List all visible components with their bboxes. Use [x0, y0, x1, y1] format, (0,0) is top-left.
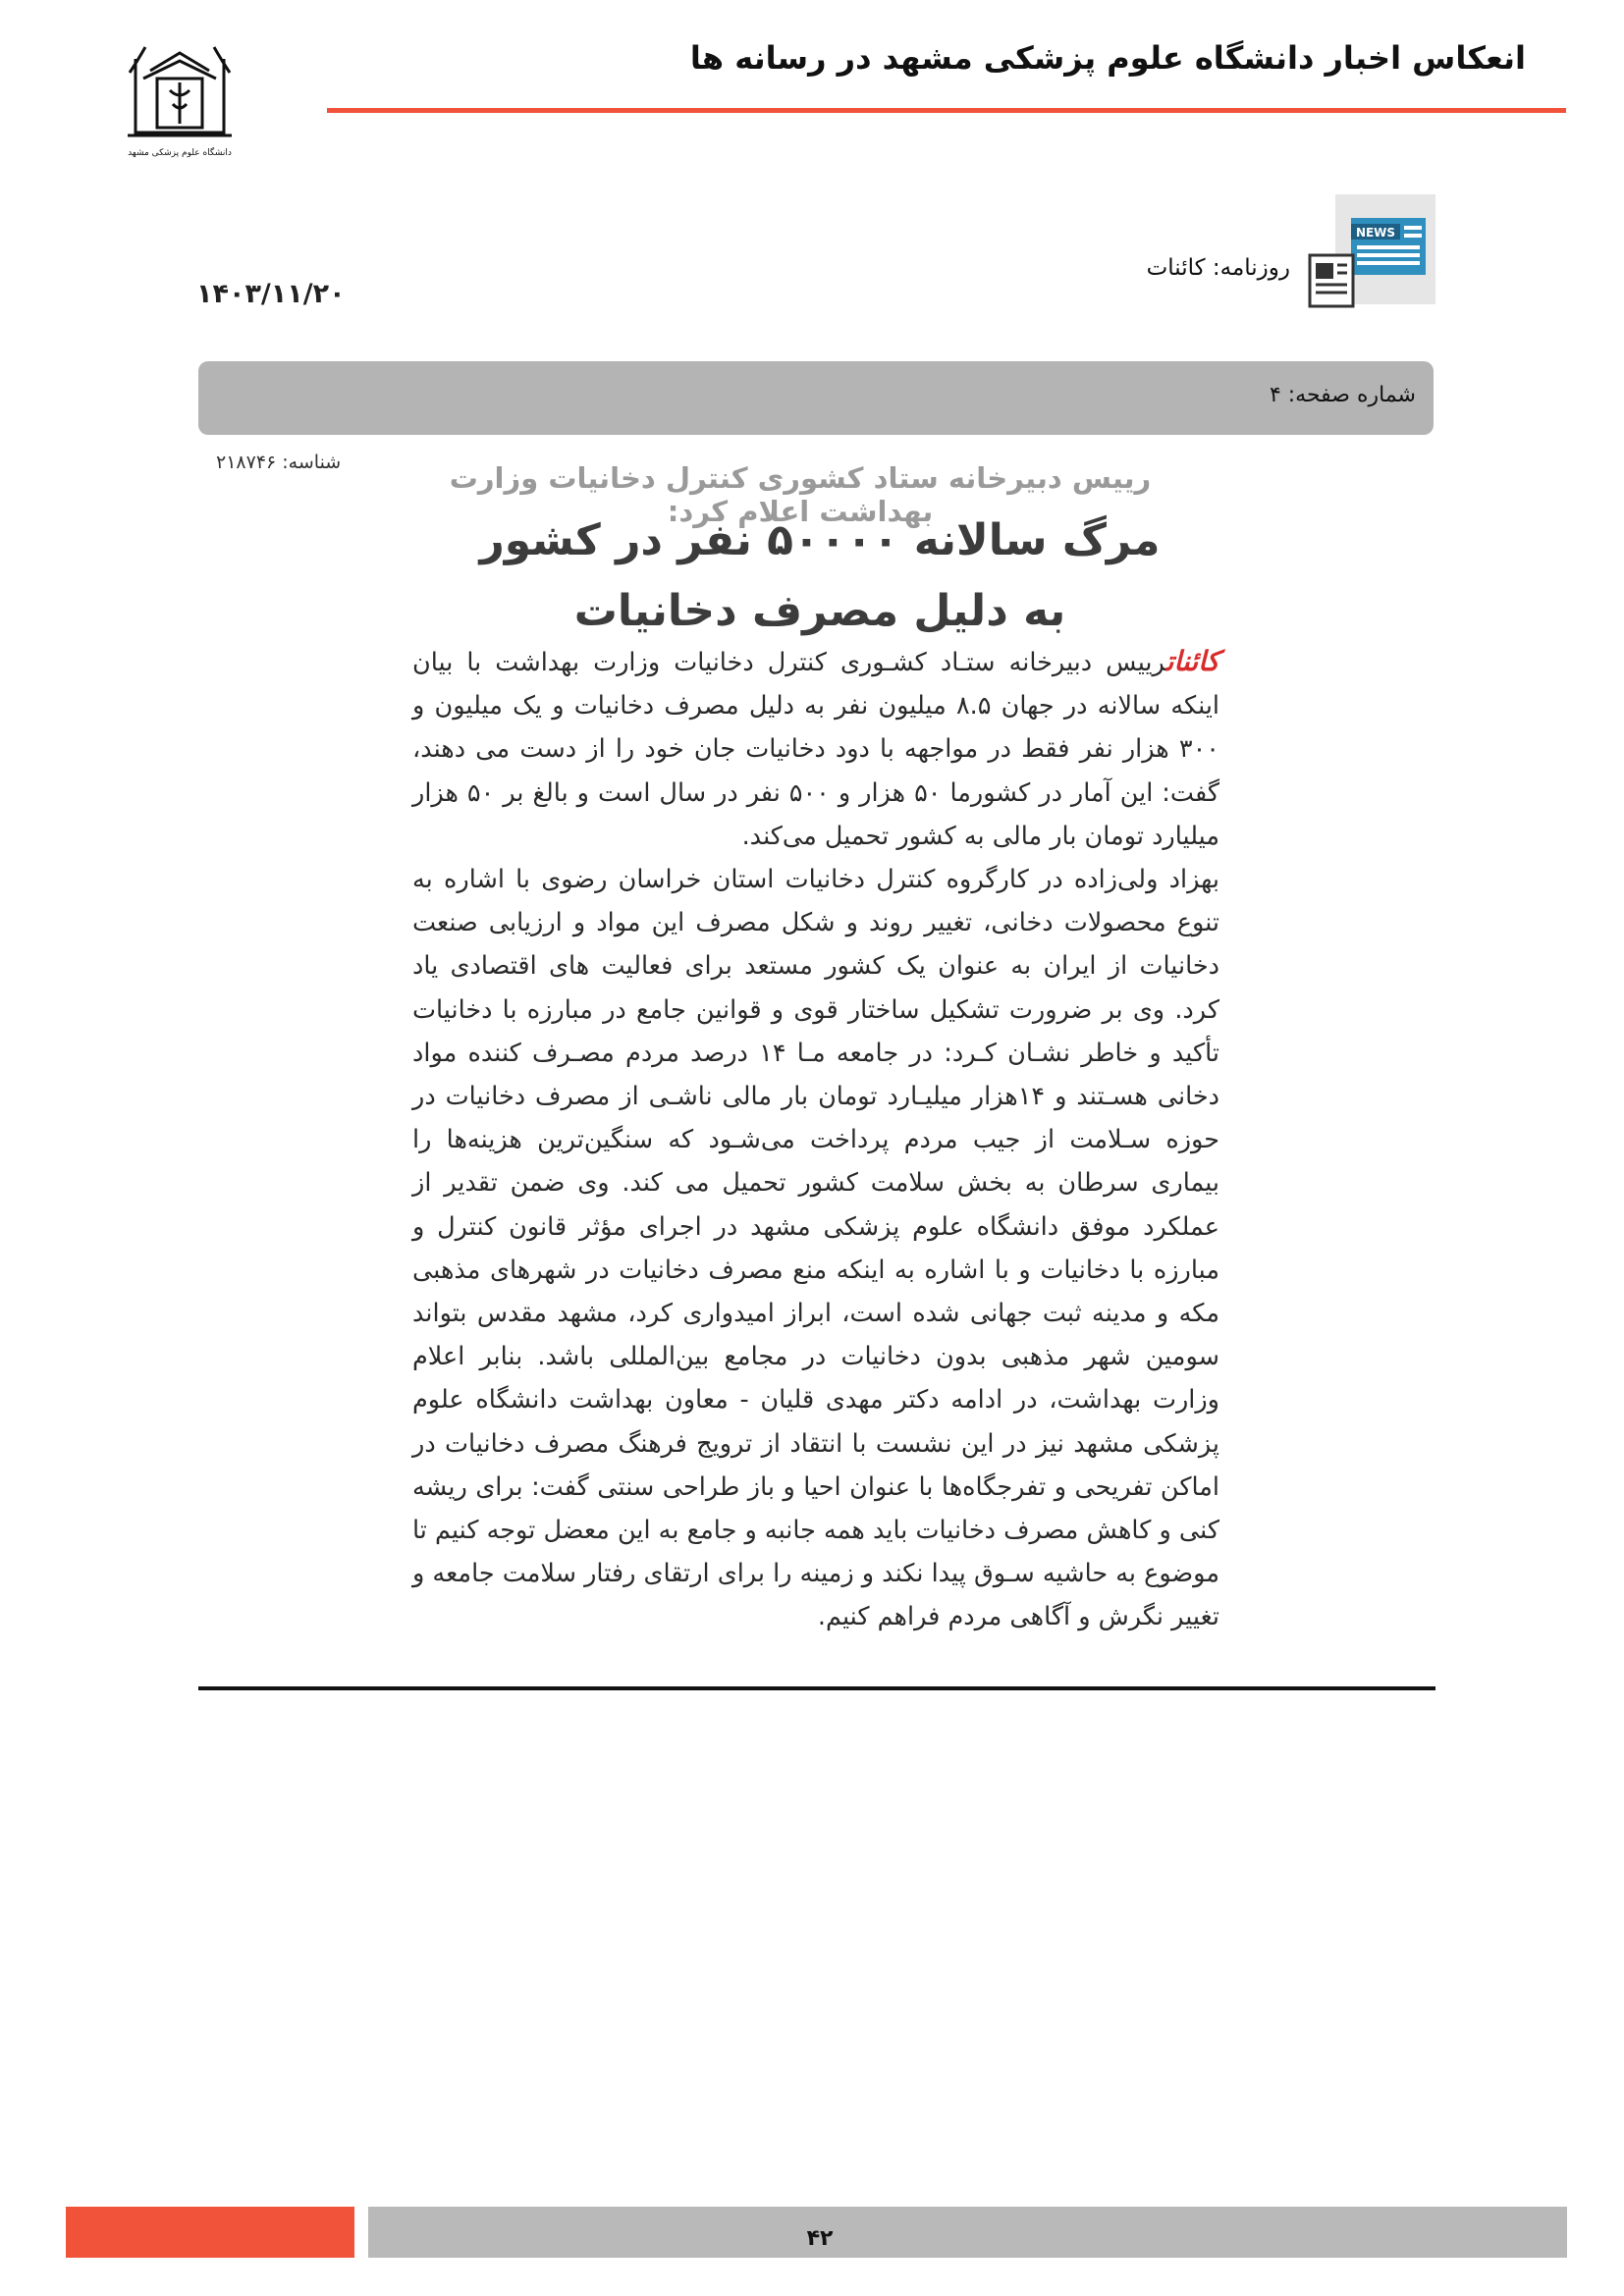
footer-bar — [368, 2207, 1567, 2258]
paragraph-1 — [412, 640, 1219, 858]
article-headline — [412, 506, 1227, 647]
publish-date: ۱۴۰۳/۱۱/۲۰ — [196, 279, 346, 309]
article-body — [412, 640, 1219, 1639]
report-title: انعکاس اخبار دانشگاه علوم پزشکی مشهد در رسانه ها — [689, 39, 1526, 77]
source-tag: کائنات — [1165, 645, 1219, 677]
headline-line-2: به دلیل مصرف دخانیات — [573, 586, 1066, 636]
header-divider — [327, 108, 1566, 113]
footer-accent-bar — [66, 2207, 354, 2258]
paragraph-2: بهزاد ولی‌زاده در کارگروه کنترل دخانیات استان خراسان رضوی با اشاره به تنوع محصولات دخانی، تغییر روند و شکل مصرف این مواد و ارزیابی صنعت دخانیات از ایران به عنوان یک کشور مستعد برای فعالیت های اقتصادی یاد کرد. وی بر ضرورت تشکیل ساختار قوی و قوانین جامع در مبارزه با دخانیات تأکید و خاطر نشـان کـرد: در جامعه مـا ۱۴ درصد مردم مصـرف کننده مواد دخانی هسـتند و ۱۴هزار میلیـارد تومان بار مالی ناشـی از مصرف دخانیات در حوزه سـلامت از جیب مردم پرداخت می‌شـود که سنگین‌ترین هزینه‌ها را بیماری سرطان به بخش سلامت کشور تحمیل می کند. وی ضمن تقدیر از عملکرد موفق دانشگاه علوم پزشکی مشهد در اجرای مؤثر قانون کنترل و مبارزه با دخانیات و با اشاره به اینکه منع مصرف دخانیات در شهرهای مذهبی مکه و مدینه ثبت جهانی شده است، ابراز امیدواری کرد، مشهد مقدس بتواند سومین شهر مذهبی بدون دخانیات در مجامع بین‌المللی باشد. بنابر اعلام وزارت بهداشت، در ادامه دکتر مهدی قلیان - معاون بهداشت دانشگاه علوم پزشکی مشهد نیز در این نشست با انتقاد از ترویج فرهنگ مصرف دخانیات در اماکن تفریحی و تفرجگاه‌ها با عنوان احیا و باز طراحی سنتی گفت: برای ریشه کنی و کاهش مصرف دخانیات باید همه جانبه و جامع به این معضل توجه کنیم تا موضوع به حاشیه سـوق پیدا نکند و زمینه را برای ارتقای رفتار سلامت جامعه و تغییر نگرش و آگاهی مردم فراهم کنیم. — [412, 865, 1219, 1632]
page-number: شماره صفحه: ۴ — [1269, 383, 1416, 407]
article-id: شناسه: ۲۱۸۷۴۶ — [216, 452, 342, 473]
logo-caption: دانشگاه علوم پزشکی مشهد — [128, 148, 232, 158]
paragraph-1-text: رییس دبیرخانه ستـاد کشـوری کنترل دخانیات وزارت بهداشت با بیان اینکه سالانه در جهان ۸.۵ میلیون نفر به دلیل مصرف دخانیات و یک میلیون و ۳۰۰ هزار نفر فقط در مواجهه با دود دخانیات جان خود را از دست می دهند، گفت: این آمار در کشورما ۵۰ هزار و ۵۰۰ نفر در سال است و بالغ بر ۵۰ هزار میلیارد تومان بار مالی به کشور تحمیل می‌کند. — [412, 648, 1220, 851]
newspaper-name: روزنامه: کائنات — [1146, 255, 1290, 281]
svg-text:NEWS: NEWS — [1355, 226, 1396, 240]
headline-line-1: مرگ سالانه ۵۰۰۰۰ نفر در کشور — [479, 515, 1161, 565]
article-kicker: رییس دبیرخانه ستاد کشوری کنترل دخانیات وزارت بهداشت اعلام کرد: — [449, 461, 1152, 528]
article-end-rule — [198, 1686, 1435, 1690]
newspaper-icon — [1308, 194, 1435, 310]
university-emblem-icon — [116, 39, 244, 167]
footer-page-number: ۴۲ — [806, 2226, 834, 2251]
page-info-bar — [198, 361, 1434, 435]
